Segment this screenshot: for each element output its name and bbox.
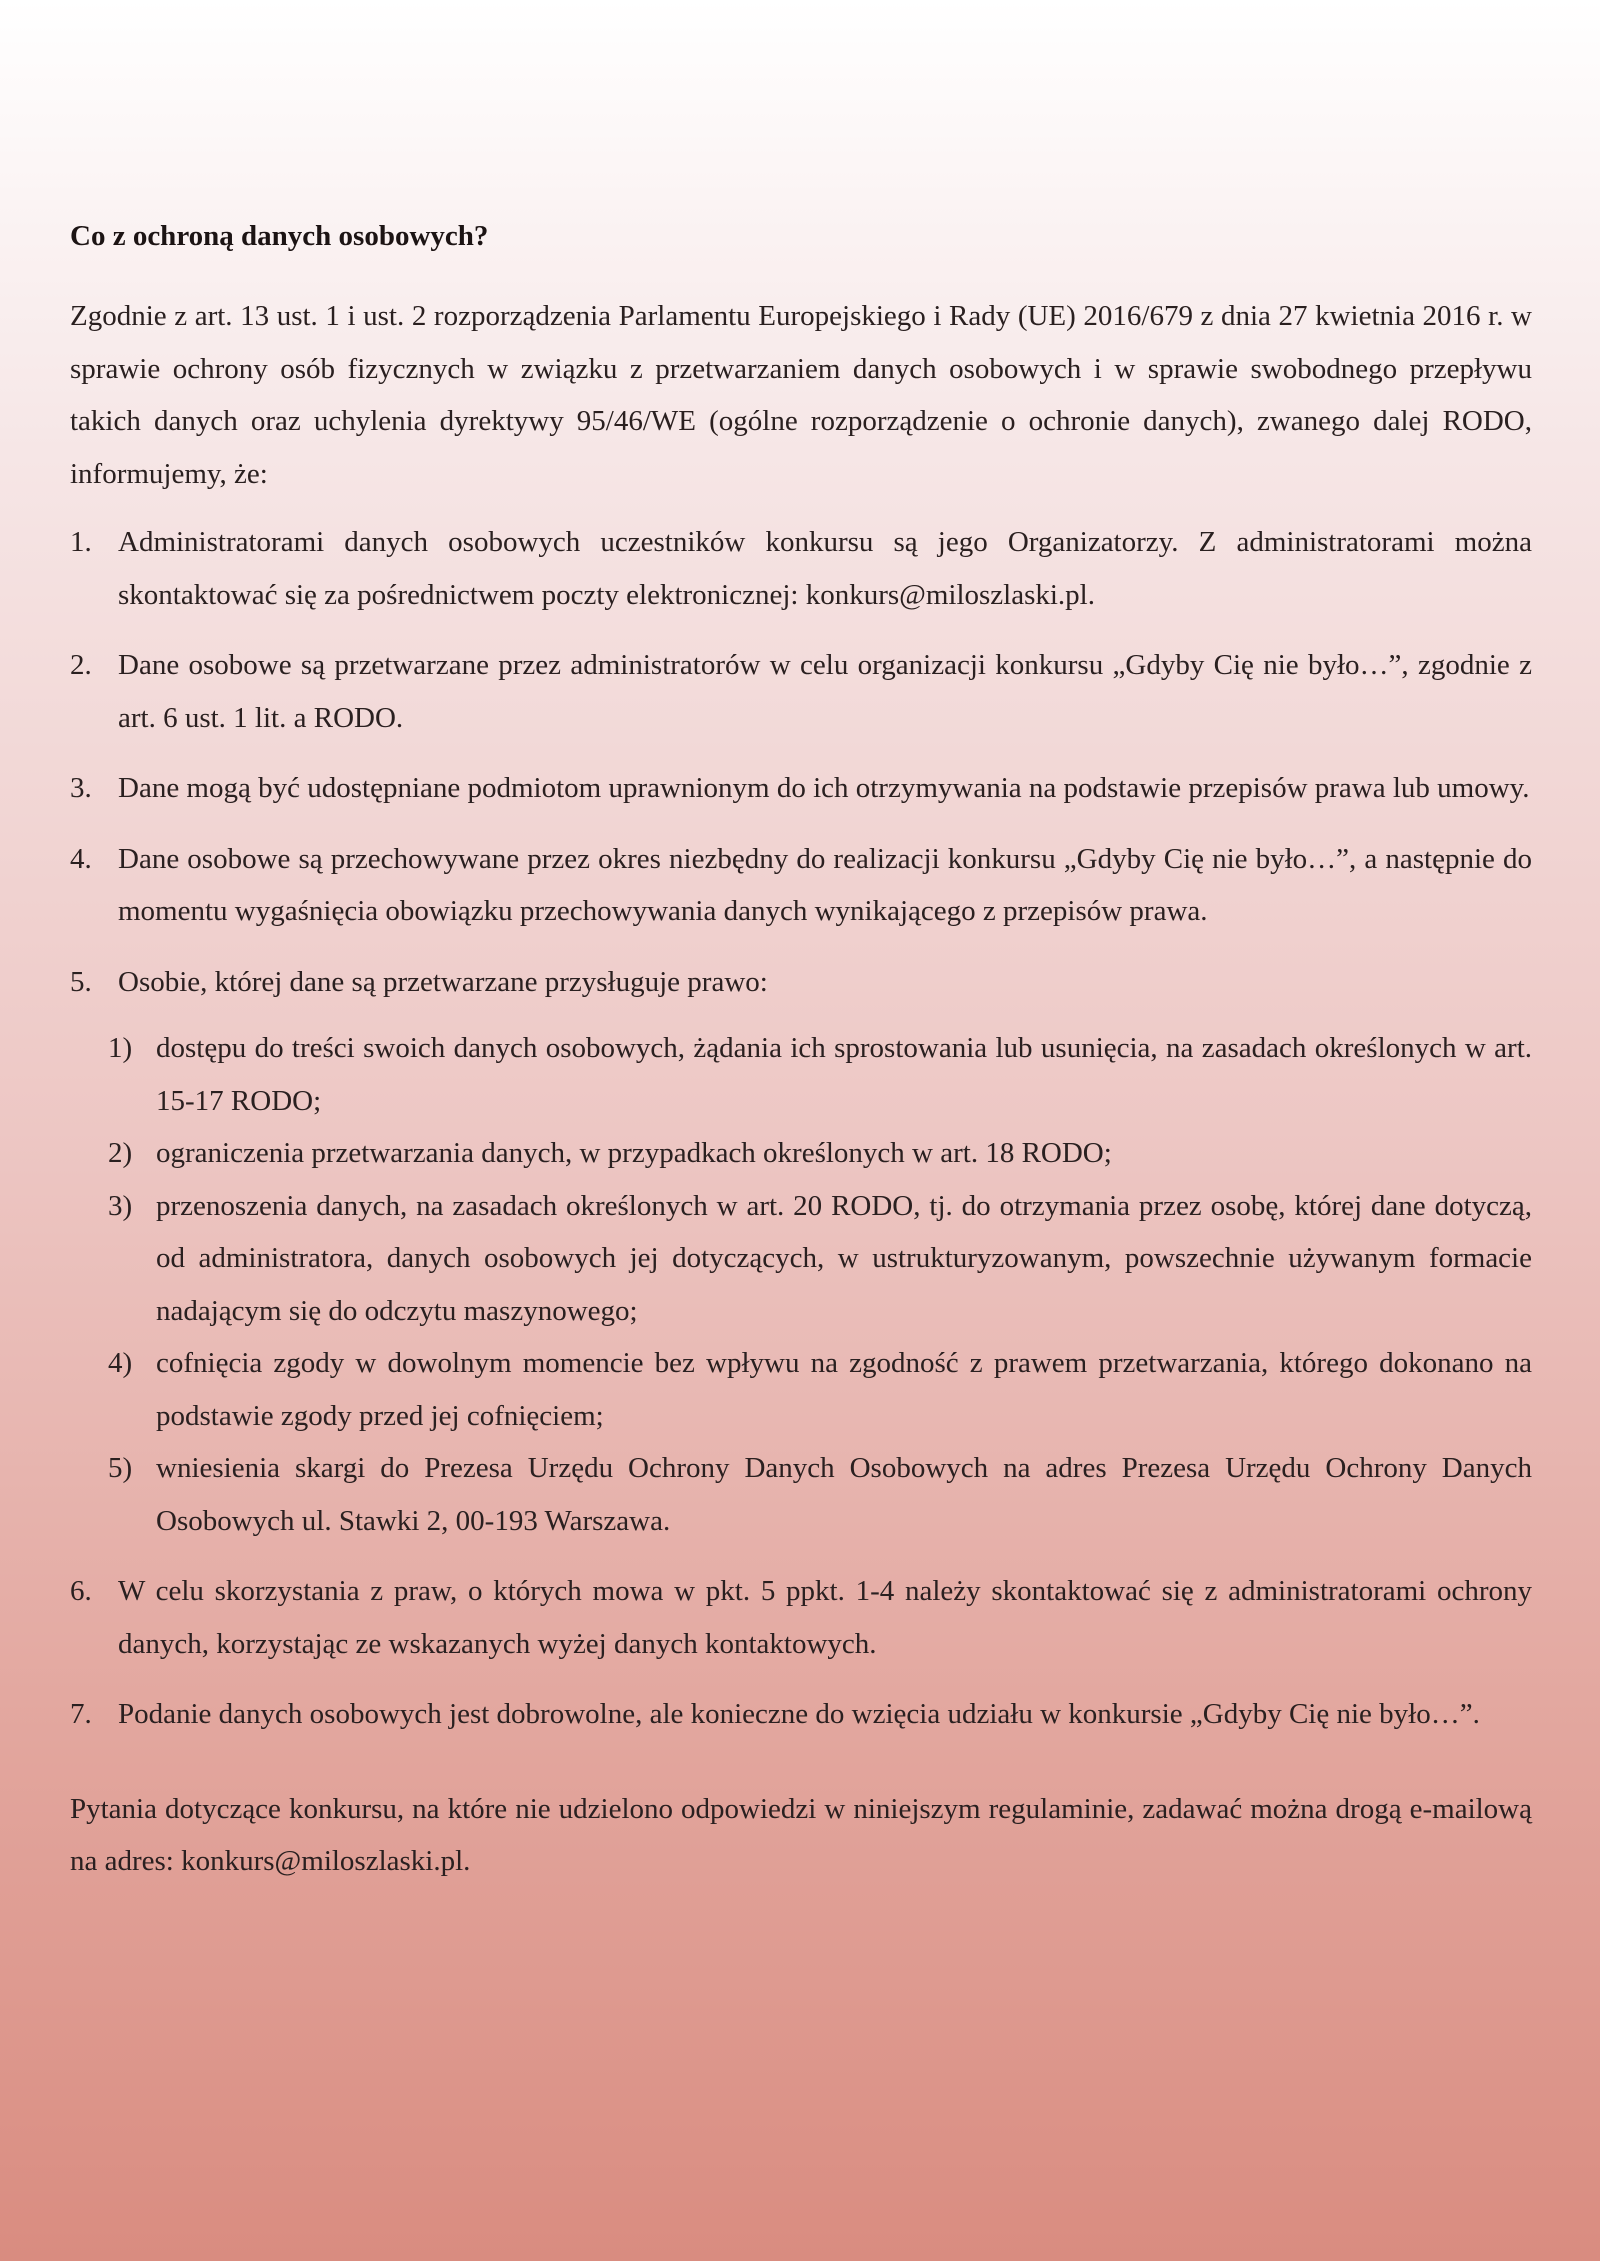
list-item-3 bbox=[70, 762, 1532, 815]
rights-item-text: wniesienia skargi do Prezesa Urzędu Ochrony Danych Osobowych na adres Prezesa Urzędu Ochrony Danych Osobowych ul. Stawki 2, 00-193 Warszawa. bbox=[156, 1452, 1532, 1537]
rights-item-number: 1) bbox=[108, 1032, 133, 1064]
numbered-list bbox=[70, 516, 1532, 1741]
rights-item-2 bbox=[108, 1127, 1532, 1180]
list-item-4 bbox=[70, 833, 1532, 938]
list-item-text: Administratorami danych osobowych uczestników konkursu są jego Organizatorzy. Z administratorami można skontaktować się za pośrednictwem poczty elektronicznej: konkurs@miloszlaski.pl. bbox=[118, 526, 1532, 611]
document-heading: Co z ochroną danych osobowych? bbox=[70, 220, 489, 252]
rights-item-4 bbox=[108, 1337, 1532, 1442]
list-item-number: 2. bbox=[70, 649, 92, 681]
rights-item-5 bbox=[108, 1442, 1532, 1547]
list-item-number: 4. bbox=[70, 842, 92, 875]
list-item-text: Podanie danych osobowych jest dobrowolne, ale konieczne do wzięcia udziału w konkursie „Gdyby Cię nie było…”. bbox=[118, 1698, 1480, 1730]
rights-item-number: 4) bbox=[108, 1347, 133, 1379]
list-item-number: 7. bbox=[70, 1698, 92, 1730]
list-item-5 bbox=[70, 956, 1532, 1548]
list-item-1 bbox=[70, 516, 1532, 621]
rights-item-number: 5) bbox=[108, 1452, 133, 1484]
list-item-number: 3. bbox=[70, 772, 92, 804]
rights-item-text: cofnięcia zgody w dowolnym momencie bez wpływu na zgodność z prawem przetwarzania, którego dokonano na podstawie zgody przed jej cofnięciem; bbox=[156, 1347, 1532, 1432]
list-item-text: Osobie, której dane są przetwarzane przysługuje prawo: bbox=[118, 965, 768, 998]
rights-item-text: dostępu do treści swoich danych osobowych, żądania ich sprostowania lub usunięcia, na zasadach określonych w art. 15-17 RODO; bbox=[156, 1032, 1532, 1117]
rights-item-3 bbox=[108, 1180, 1532, 1338]
outro-paragraph: Pytania dotyczące konkursu, na które nie udzielono odpowiedzi w niniejszym regulaminie, zadawać można drogą e-mailową na adres: konkurs@miloszlaski.pl. bbox=[70, 1792, 1532, 1877]
list-item-number: 6. bbox=[70, 1575, 92, 1607]
rights-item-number: 2) bbox=[108, 1137, 133, 1169]
list-item-number: 5. bbox=[70, 965, 92, 998]
list-item-number: 1. bbox=[70, 526, 92, 558]
list-item-text: Dane osobowe są przechowywane przez okres niezbędny do realizacji konkursu „Gdyby Cię nie było…”, a następnie do momentu wygaśnięcia obowiązku przechowywania danych wynikającego z przepisów prawa. bbox=[118, 842, 1532, 927]
rights-item-number: 3) bbox=[108, 1189, 133, 1222]
rights-item-text: ograniczenia przetwarzania danych, w przypadkach określonych w art. 18 RODO; bbox=[156, 1137, 1112, 1169]
rights-sublist bbox=[108, 1022, 1532, 1547]
list-item-7 bbox=[70, 1688, 1532, 1741]
list-item-6 bbox=[70, 1565, 1532, 1670]
intro-paragraph: Zgodnie z art. 13 ust. 1 i ust. 2 rozporządzenia Parlamentu Europejskiego i Rady (UE) 2016/679 z dnia 27 kwietnia 2016 r. w sprawie ochrony osób fizycznych w związku z przetwarzaniem danych osobowych i w sprawie swobodnego przepływu takich danych oraz uchylenia dyrektywy 95/46/WE (ogólne rozporządzenie o ochronie danych), zwanego dalej RODO, informujemy, że: bbox=[70, 300, 1532, 490]
list-item-2 bbox=[70, 639, 1532, 744]
list-item-text: W celu skorzystania z praw, o których mowa w pkt. 5 ppkt. 1-4 należy skontaktować się z administratorami ochrony danych, korzystając ze wskazanych wyżej danych kontaktowych. bbox=[118, 1575, 1532, 1660]
rights-item-1 bbox=[108, 1022, 1532, 1127]
list-item-text: Dane mogą być udostępniane podmiotom uprawnionym do ich otrzymywania na podstawie przepisów prawa lub umowy. bbox=[118, 772, 1530, 804]
list-item-text: Dane osobowe są przetwarzane przez administratorów w celu organizacji konkursu „Gdyby Cię nie było…”, zgodnie z art. 6 ust. 1 lit. a RODO. bbox=[118, 649, 1532, 734]
rights-item-text: przenoszenia danych, na zasadach określonych w art. 20 RODO, tj. do otrzymania przez osobę, której dane dotyczą, od administratora, danych osobowych jej dotyczących, w ustrukturyzowanym, powszechnie używanym formacie nadającym się do odczytu maszynowego; bbox=[156, 1189, 1532, 1327]
